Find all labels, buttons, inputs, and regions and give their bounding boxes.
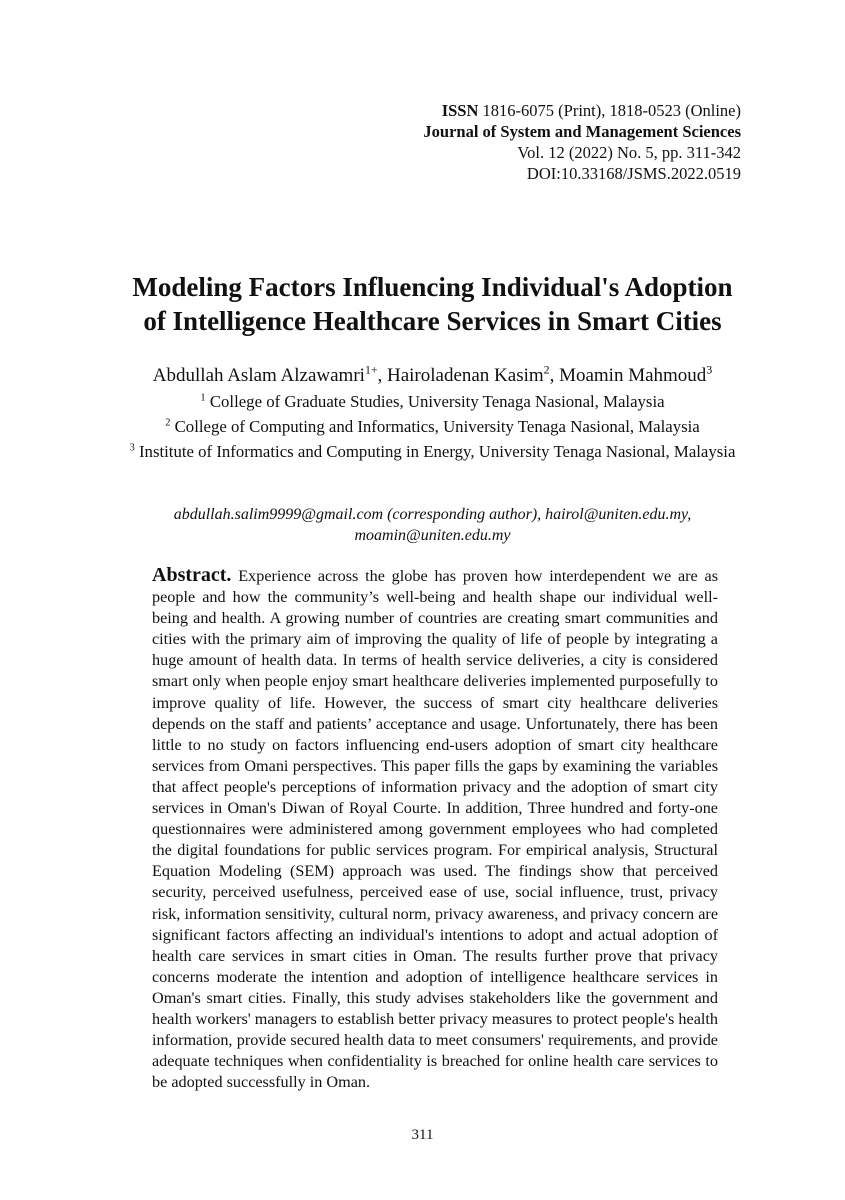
author-2-affil-mark: 2 — [543, 363, 550, 377]
doi: DOI:10.33168/JSMS.2022.0519 — [526, 164, 741, 183]
author-1-affil-mark: 1+ — [364, 363, 378, 377]
title-line-2: of Intelligence Healthcare Services in Smart Cities — [143, 306, 722, 336]
author-emails: abdullah.salim9999@gmail.com (corresponding author), hairol@uniten.edu.my, moamin@uniten.edu.my — [173, 506, 692, 544]
issn-line — [221, 100, 741, 121]
page-number: 311 — [411, 1127, 434, 1143]
affiliation-2: $^2$ College of Computing and Informatics, University Tenaga Nasional, Malaysia — [165, 417, 700, 436]
journal-header — [221, 100, 741, 184]
abstract-label: Abstract. — [152, 564, 232, 586]
author-2: Hairoladenan Kasim$^2$, — [386, 363, 560, 386]
volume-info: Vol. 12 (2022) No. 5, pp. 311-342 — [517, 143, 741, 162]
issn-text: 1816-6075 (Print), 1818-0523 (Online) — [478, 101, 741, 120]
author-3-affil-mark: 3 — [706, 363, 713, 377]
affiliation-3: $^3$ Institute of Informatics and Computing in Energy, University Tenaga Nasional, Malaysia — [129, 442, 736, 461]
author-3: Moamin Mahmoud$^3$ — [559, 363, 713, 386]
journal-name: Journal of System and Management Sciences — [423, 122, 741, 141]
author-list — [60, 364, 805, 388]
abstract-text: Experience across the globe has proven how interdependent we are as people and how the community’s well-being and health shape our individual well-being and health. A growing number of countries are creating smart communities and cities with the primary aim of improving the quality of life of people by integrating a huge amount of health data. In terms of health service deliveries, a city is considered smart only when people enjoy smart healthcare deliveries implemented purposefully to improve quality of life. However, the success of smart city healthcare deliveries depends on the staff and patients’ acceptance and usage. Unfortunately, there has been little to no study on factors influencing end-users adoption of smart city healthcare services from Omani perspectives. This paper fills the gaps by examining the variables that affect people's perceptions of information privacy and the adoption of smart city services in Oman's Diwan of Royal Courte. In addition, Three hundred and forty-one questionnaires were administered among government employees who had completed the digital foundations for public services program. For empirical analysis, Structural Equation Modeling (SEM) approach was used. The findings show that perceived security, perceived usefulness, perceived ease of use, social influence, trust, privacy risk, information sensitivity, cultural norm, privacy awareness, and privacy concern are significant factors affecting an individual's intentions to adopt and actual adoption of health care services in smart cities in Oman. The results further prove that privacy concerns moderate the intention and adoption of intelligence healthcare services in Oman's smart cities. Finally, this study advises stakeholders like the government and health workers' managers to establish better privacy measures to protect people's health information, provide secured health data to meet consumers' requirements, and provide adequate techniques when confidentiality is breached for online health care services to be adopted successfully in Oman. — [152, 567, 718, 1092]
affiliation-list — [60, 389, 805, 464]
author-1: Abdullah Aslam Alzawamri$^{1+}$, — [152, 363, 387, 386]
abstract — [152, 565, 718, 1093]
paper-title — [60, 270, 805, 338]
issn-label: ISSN — [441, 101, 479, 120]
title-line-1: Modeling Factors Influencing Individual's Adoption — [132, 272, 733, 302]
affiliation-1: $^1$ College of Graduate Studies, University Tenaga Nasional, Malaysia — [200, 392, 665, 411]
